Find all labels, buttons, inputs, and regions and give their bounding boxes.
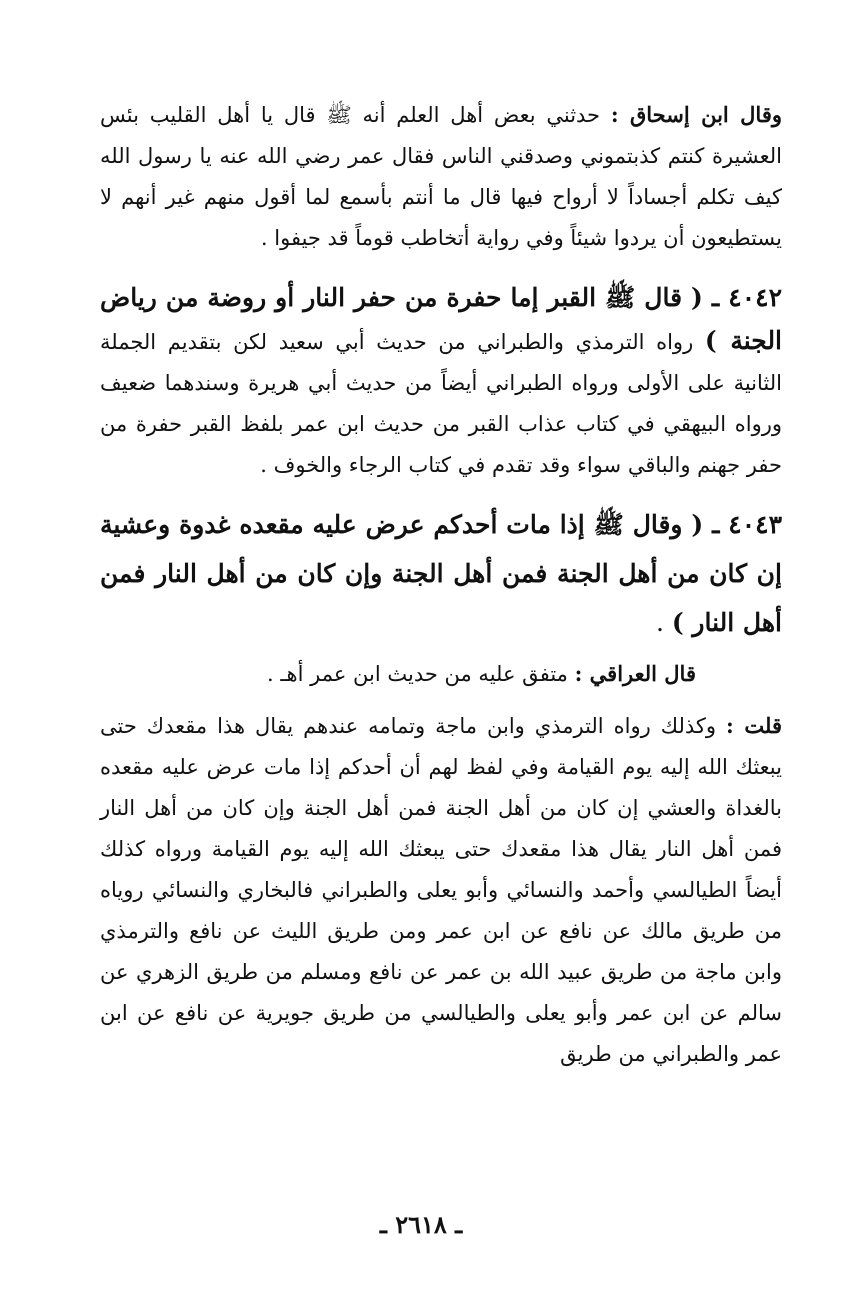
hadith-4042 bbox=[100, 277, 782, 486]
paragraph-ibn-ishaq bbox=[100, 94, 782, 259]
hadith-heading: ٤٠٤٢ ـ ( قال ﷺ القبر إما حفرة من حفر النار أو روضة من رياض الجنة ) bbox=[100, 283, 783, 355]
hadith-4043 bbox=[100, 500, 782, 647]
paragraph-text: رواه الترمذي والطبراني من حديث أبي سعيد لكن بتقديم الجملة الثانية على الأولى ورواه الطبراني أيضاً من حديث أبي هريرة وسندهما ضعيف ورواه البيهقي في كتاب عذاب القبر من حديث ابن عمر بلفظ القبر حفرة من حفر جهنم والباقي سواء وقد تقدم في كتاب الرجاء والخوف . bbox=[100, 330, 782, 477]
hadith-heading: ٤٠٤٣ ـ ( وقال ﷺ إذا مات أحدكم عرض عليه مقعده غدوة وعشية إن كان من أهل الجنة فمن أهل الجنة وإن كان من أهل النار فمن أهل النار ) bbox=[100, 510, 782, 637]
paragraph-lead: وقال ابن إسحاق : bbox=[610, 102, 782, 127]
paragraph-text: وكذلك رواه الترمذي وابن ماجة وتمامه عندهم يقال هذا مقعدك حتى يبعثك الله إليه يوم القيامة وفي لفظ لهم أن أحدكم إذا مات عرض عليه مقعده بالغداة والعشي إن كان من أهل الجنة فمن أهل الجنة وإن كان من أهل النار فمن أهل النار يقال هذا مقعدك حتى يبعثك الله إليه يوم القيامة ورواه كذلك أيضاً الطيالسي وأحمد والنسائي وأبو يعلى والطبراني فالبخاري والنسائي روياه من طريق مالك عن نافع عن ابن عمر ومن طريق الليث عن نافع والترمذي وابن ماجة من طريق عبيد الله بن عمر عن نافع ومسلم من طريق الزهري عن سالم عن ابن عمر وأبو يعلى والطيالسي من طريق جويرية عن نافع عن ابن عمر والطبراني من طريق bbox=[100, 714, 782, 1066]
page-number: ـ ٢٦١٨ ـ bbox=[379, 1210, 463, 1239]
hadith-tail: . bbox=[655, 608, 672, 637]
paragraph-text: متفق عليه من حديث ابن عمر أهـ . bbox=[267, 662, 575, 686]
paragraph-text: حدثني بعض أهل العلم أنه ﷺ قال يا أهل القليب بئس العشيرة كنتم كذبتموني وصدقني الناس فقال عمر رضي الله عنه يا رسول الله كيف تكلم أجساداً لا أرواح فيها قال ما أنتم بأسمع لما أقول منهم غير أنهم لا يستطيعون أن يردوا شيئاً وفي رواية أتخاطب قوماً قد جيفوا . bbox=[100, 103, 782, 250]
paragraph-iraqi bbox=[100, 653, 782, 695]
paragraph-qult bbox=[100, 705, 782, 1075]
paragraph-lead: قال العراقي : bbox=[574, 661, 696, 686]
paragraph-lead: قلت : bbox=[726, 713, 782, 738]
